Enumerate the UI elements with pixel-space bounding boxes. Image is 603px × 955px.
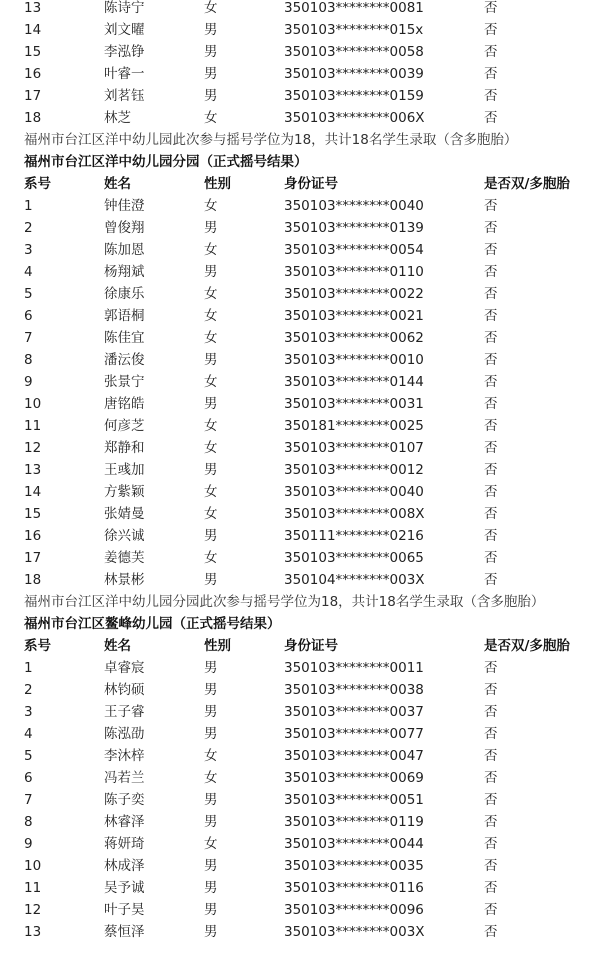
table-row xyxy=(0,459,603,481)
cell-name: 陈子奕 xyxy=(104,792,145,808)
cell-gender: 男 xyxy=(204,902,218,918)
table-row xyxy=(0,899,603,921)
table-row xyxy=(0,0,603,19)
cell-id: 350103********0044 xyxy=(284,836,424,852)
table-row xyxy=(0,239,603,261)
cell-seq: 9 xyxy=(24,374,33,390)
cell-name: 冯若兰 xyxy=(104,770,145,786)
cell-id: 350103********0116 xyxy=(284,880,424,896)
cell-id: 350103********008X xyxy=(284,506,425,522)
cell-name: 卓睿宸 xyxy=(104,660,145,676)
cell-id: 350103********0040 xyxy=(284,198,424,214)
cell-gender: 男 xyxy=(204,858,218,874)
cell-twins: 否 xyxy=(484,220,498,236)
cell-id: 350103********0119 xyxy=(284,814,424,830)
cell-seq: 7 xyxy=(24,792,33,808)
cell-name: 林睿泽 xyxy=(104,814,145,830)
cell-id: 350103********0035 xyxy=(284,858,424,874)
table-row xyxy=(0,437,603,459)
table-header xyxy=(0,173,603,195)
cell-name: 王子睿 xyxy=(104,704,145,720)
cell-name: 林芝 xyxy=(104,110,131,126)
cell-twins: 否 xyxy=(484,88,498,104)
cell-id: 350103********0040 xyxy=(284,484,424,500)
cell-twins: 否 xyxy=(484,22,498,38)
cell-twins: 否 xyxy=(484,484,498,500)
cell-name: 吴予诚 xyxy=(104,880,145,896)
cell-seq: 7 xyxy=(24,330,33,346)
cell-name: 叶子昊 xyxy=(104,902,145,918)
cell-twins: 否 xyxy=(484,924,498,940)
table-row xyxy=(0,283,603,305)
cell-gender: 男 xyxy=(204,528,218,544)
cell-name: 姜德芙 xyxy=(104,550,145,566)
header-name: 姓名 xyxy=(104,176,131,192)
cell-twins: 否 xyxy=(484,286,498,302)
cell-twins: 否 xyxy=(484,528,498,544)
header-name: 姓名 xyxy=(104,638,131,654)
cell-name: 徐兴诚 xyxy=(104,528,145,544)
table-row xyxy=(0,877,603,899)
cell-id: 350103********0011 xyxy=(284,660,424,676)
cell-seq: 2 xyxy=(24,682,33,698)
cell-id: 350103********0110 xyxy=(284,264,424,280)
header-twins: 是否双/多胞胎 xyxy=(484,638,570,654)
cell-seq: 18 xyxy=(24,110,42,126)
table-row xyxy=(0,305,603,327)
table-row xyxy=(0,569,603,591)
cell-seq: 12 xyxy=(24,902,42,918)
cell-id: 350103********0012 xyxy=(284,462,424,478)
cell-id: 350103********0139 xyxy=(284,220,424,236)
cell-id: 350103********0039 xyxy=(284,66,424,82)
cell-gender: 女 xyxy=(204,748,218,764)
cell-twins: 否 xyxy=(484,110,498,126)
table-row xyxy=(0,349,603,371)
cell-twins: 否 xyxy=(484,330,498,346)
table-row xyxy=(0,723,603,745)
cell-seq: 8 xyxy=(24,814,33,830)
cell-gender: 男 xyxy=(204,44,218,60)
cell-seq: 5 xyxy=(24,748,33,764)
table-body xyxy=(0,0,603,129)
table-row xyxy=(0,393,603,415)
cell-name: 李沐梓 xyxy=(104,748,145,764)
cell-name: 曾俊翔 xyxy=(104,220,145,236)
cell-twins: 否 xyxy=(484,770,498,786)
cell-name: 刘茗钰 xyxy=(104,88,145,104)
cell-seq: 4 xyxy=(24,726,33,742)
cell-twins: 否 xyxy=(484,858,498,874)
header-id: 身份证号 xyxy=(284,638,338,654)
table-header xyxy=(0,635,603,657)
cell-gender: 男 xyxy=(204,66,218,82)
section-yangzhong-continued xyxy=(0,0,603,151)
cell-name: 徐康乐 xyxy=(104,286,145,302)
cell-name: 杨翔斌 xyxy=(104,264,145,280)
cell-id: 350103********0022 xyxy=(284,286,424,302)
header-twins: 是否双/多胞胎 xyxy=(484,176,570,192)
cell-seq: 14 xyxy=(24,22,42,38)
cell-seq: 11 xyxy=(24,418,42,434)
cell-seq: 6 xyxy=(24,770,33,786)
header-gender: 性别 xyxy=(204,638,231,654)
cell-id: 350103********003X xyxy=(284,924,425,940)
cell-gender: 女 xyxy=(204,330,218,346)
table-row xyxy=(0,327,603,349)
cell-twins: 否 xyxy=(484,682,498,698)
cell-seq: 3 xyxy=(24,704,33,720)
cell-twins: 否 xyxy=(484,572,498,588)
cell-gender: 男 xyxy=(204,660,218,676)
cell-seq: 15 xyxy=(24,506,42,522)
cell-id: 350103********015x xyxy=(284,22,424,38)
cell-gender: 女 xyxy=(204,0,218,16)
cell-name: 蒋妍琦 xyxy=(104,836,145,852)
cell-seq: 4 xyxy=(24,264,33,280)
summary-note: 福州市台江区洋中幼儿园此次参与摇号学位为18，共计18名学生录取（含多胞胎） xyxy=(24,132,518,148)
cell-name: 叶睿一 xyxy=(104,66,145,82)
header-seq: 系号 xyxy=(24,176,51,192)
cell-name: 刘文曜 xyxy=(104,22,145,38)
cell-twins: 否 xyxy=(484,198,498,214)
cell-seq: 16 xyxy=(24,66,42,82)
header-seq: 系号 xyxy=(24,638,51,654)
table-body xyxy=(0,657,603,943)
cell-name: 何彦芝 xyxy=(104,418,145,434)
cell-name: 陈加恩 xyxy=(104,242,145,258)
cell-id: 350103********0107 xyxy=(284,440,424,456)
table-row xyxy=(0,657,603,679)
cell-name: 陈佳宜 xyxy=(104,330,145,346)
cell-gender: 男 xyxy=(204,462,218,478)
cell-name: 王彧加 xyxy=(104,462,145,478)
cell-seq: 11 xyxy=(24,880,42,896)
cell-twins: 否 xyxy=(484,902,498,918)
cell-seq: 1 xyxy=(24,198,33,214)
table-row xyxy=(0,701,603,723)
cell-name: 林景彬 xyxy=(104,572,145,588)
cell-seq: 1 xyxy=(24,660,33,676)
cell-seq: 9 xyxy=(24,836,33,852)
cell-seq: 10 xyxy=(24,858,42,874)
cell-name: 潘沄俊 xyxy=(104,352,145,368)
cell-gender: 女 xyxy=(204,374,218,390)
cell-gender: 男 xyxy=(204,924,218,940)
cell-name: 蔡恒泽 xyxy=(104,924,145,940)
cell-gender: 男 xyxy=(204,814,218,830)
cell-gender: 女 xyxy=(204,110,218,126)
cell-id: 350103********0010 xyxy=(284,352,424,368)
cell-id: 350103********0037 xyxy=(284,704,424,720)
table-row xyxy=(0,921,603,943)
cell-name: 郭语桐 xyxy=(104,308,145,324)
table-row xyxy=(0,503,603,525)
cell-name: 方紫颖 xyxy=(104,484,145,500)
header-id: 身份证号 xyxy=(284,176,338,192)
cell-gender: 女 xyxy=(204,418,218,434)
cell-name: 唐铭皓 xyxy=(104,396,145,412)
cell-gender: 男 xyxy=(204,704,218,720)
cell-id: 350103********0081 xyxy=(284,0,424,16)
cell-twins: 否 xyxy=(484,242,498,258)
cell-twins: 否 xyxy=(484,506,498,522)
cell-seq: 13 xyxy=(24,0,42,16)
cell-twins: 否 xyxy=(484,44,498,60)
cell-twins: 否 xyxy=(484,440,498,456)
cell-name: 陈泓劭 xyxy=(104,726,145,742)
cell-gender: 男 xyxy=(204,880,218,896)
section-aofeng xyxy=(0,613,603,943)
cell-id: 350103********0077 xyxy=(284,726,424,742)
table-row xyxy=(0,767,603,789)
cell-twins: 否 xyxy=(484,836,498,852)
cell-gender: 女 xyxy=(204,198,218,214)
cell-twins: 否 xyxy=(484,418,498,434)
table-row xyxy=(0,415,603,437)
header-gender: 性别 xyxy=(204,176,231,192)
table-row xyxy=(0,789,603,811)
cell-id: 350111********0216 xyxy=(284,528,424,544)
cell-gender: 女 xyxy=(204,506,218,522)
cell-id: 350103********0062 xyxy=(284,330,424,346)
table-row xyxy=(0,833,603,855)
cell-id: 350103********0096 xyxy=(284,902,424,918)
cell-gender: 女 xyxy=(204,440,218,456)
cell-gender: 男 xyxy=(204,726,218,742)
cell-id: 350103********0065 xyxy=(284,550,424,566)
cell-gender: 男 xyxy=(204,220,218,236)
table-row xyxy=(0,107,603,129)
cell-seq: 3 xyxy=(24,242,33,258)
cell-id: 350103********0051 xyxy=(284,792,424,808)
cell-seq: 5 xyxy=(24,286,33,302)
cell-name: 郑静和 xyxy=(104,440,145,456)
cell-gender: 女 xyxy=(204,308,218,324)
cell-gender: 女 xyxy=(204,836,218,852)
cell-twins: 否 xyxy=(484,308,498,324)
cell-twins: 否 xyxy=(484,748,498,764)
cell-id: 350103********006X xyxy=(284,110,425,126)
cell-id: 350103********0144 xyxy=(284,374,424,390)
cell-gender: 女 xyxy=(204,242,218,258)
summary-note: 福州市台江区洋中幼儿园分园此次参与摇号学位为18，共计18名学生录取（含多胞胎） xyxy=(24,594,545,610)
table-row xyxy=(0,855,603,877)
table-row xyxy=(0,371,603,393)
table-row xyxy=(0,41,603,63)
cell-gender: 女 xyxy=(204,484,218,500)
cell-id: 350103********0021 xyxy=(284,308,424,324)
cell-name: 钟佳澄 xyxy=(104,198,145,214)
table-body xyxy=(0,195,603,591)
cell-seq: 6 xyxy=(24,308,33,324)
cell-id: 350103********0031 xyxy=(284,396,424,412)
cell-twins: 否 xyxy=(484,396,498,412)
table-row xyxy=(0,547,603,569)
table-row xyxy=(0,679,603,701)
table-row xyxy=(0,19,603,41)
cell-name: 陈诗宁 xyxy=(104,0,145,16)
table-row xyxy=(0,745,603,767)
table-row xyxy=(0,261,603,283)
cell-seq: 2 xyxy=(24,220,33,236)
cell-id: 350103********0159 xyxy=(284,88,424,104)
table-row xyxy=(0,525,603,547)
cell-id: 350103********0054 xyxy=(284,242,424,258)
cell-gender: 男 xyxy=(204,88,218,104)
cell-seq: 13 xyxy=(24,462,42,478)
cell-gender: 男 xyxy=(204,792,218,808)
table-row xyxy=(0,195,603,217)
cell-id: 350103********0038 xyxy=(284,682,424,698)
cell-id: 350103********0058 xyxy=(284,44,424,60)
cell-gender: 女 xyxy=(204,770,218,786)
cell-seq: 10 xyxy=(24,396,42,412)
section-title: 福州市台江区鳌峰幼儿园（正式摇号结果） xyxy=(24,616,281,632)
cell-gender: 男 xyxy=(204,572,218,588)
table-row xyxy=(0,481,603,503)
cell-seq: 16 xyxy=(24,528,42,544)
table-row xyxy=(0,217,603,239)
cell-gender: 男 xyxy=(204,396,218,412)
cell-twins: 否 xyxy=(484,264,498,280)
cell-id: 350103********0047 xyxy=(284,748,424,764)
cell-gender: 男 xyxy=(204,22,218,38)
cell-seq: 17 xyxy=(24,88,42,104)
cell-twins: 否 xyxy=(484,374,498,390)
cell-name: 林钧硕 xyxy=(104,682,145,698)
cell-twins: 否 xyxy=(484,462,498,478)
cell-twins: 否 xyxy=(484,66,498,82)
cell-gender: 女 xyxy=(204,286,218,302)
cell-seq: 8 xyxy=(24,352,33,368)
cell-gender: 男 xyxy=(204,682,218,698)
cell-twins: 否 xyxy=(484,352,498,368)
cell-twins: 否 xyxy=(484,550,498,566)
cell-seq: 18 xyxy=(24,572,42,588)
cell-seq: 12 xyxy=(24,440,42,456)
section-yangzhong-branch xyxy=(0,151,603,613)
cell-twins: 否 xyxy=(484,704,498,720)
cell-twins: 否 xyxy=(484,792,498,808)
cell-id: 350104********003X xyxy=(284,572,425,588)
table-row xyxy=(0,85,603,107)
cell-seq: 14 xyxy=(24,484,42,500)
cell-gender: 男 xyxy=(204,264,218,280)
cell-twins: 否 xyxy=(484,814,498,830)
cell-twins: 否 xyxy=(484,660,498,676)
cell-name: 张婧曼 xyxy=(104,506,145,522)
cell-seq: 13 xyxy=(24,924,42,940)
cell-name: 李泓铮 xyxy=(104,44,145,60)
section-title: 福州市台江区洋中幼儿园分园（正式摇号结果） xyxy=(24,154,308,170)
table-row xyxy=(0,811,603,833)
cell-id: 350103********0069 xyxy=(284,770,424,786)
cell-name: 张景宁 xyxy=(104,374,145,390)
cell-seq: 17 xyxy=(24,550,42,566)
table-row xyxy=(0,63,603,85)
cell-id: 350181********0025 xyxy=(284,418,424,434)
cell-twins: 否 xyxy=(484,880,498,896)
cell-twins: 否 xyxy=(484,0,498,16)
cell-gender: 女 xyxy=(204,550,218,566)
cell-gender: 男 xyxy=(204,352,218,368)
cell-name: 林成泽 xyxy=(104,858,145,874)
cell-twins: 否 xyxy=(484,726,498,742)
cell-seq: 15 xyxy=(24,44,42,60)
